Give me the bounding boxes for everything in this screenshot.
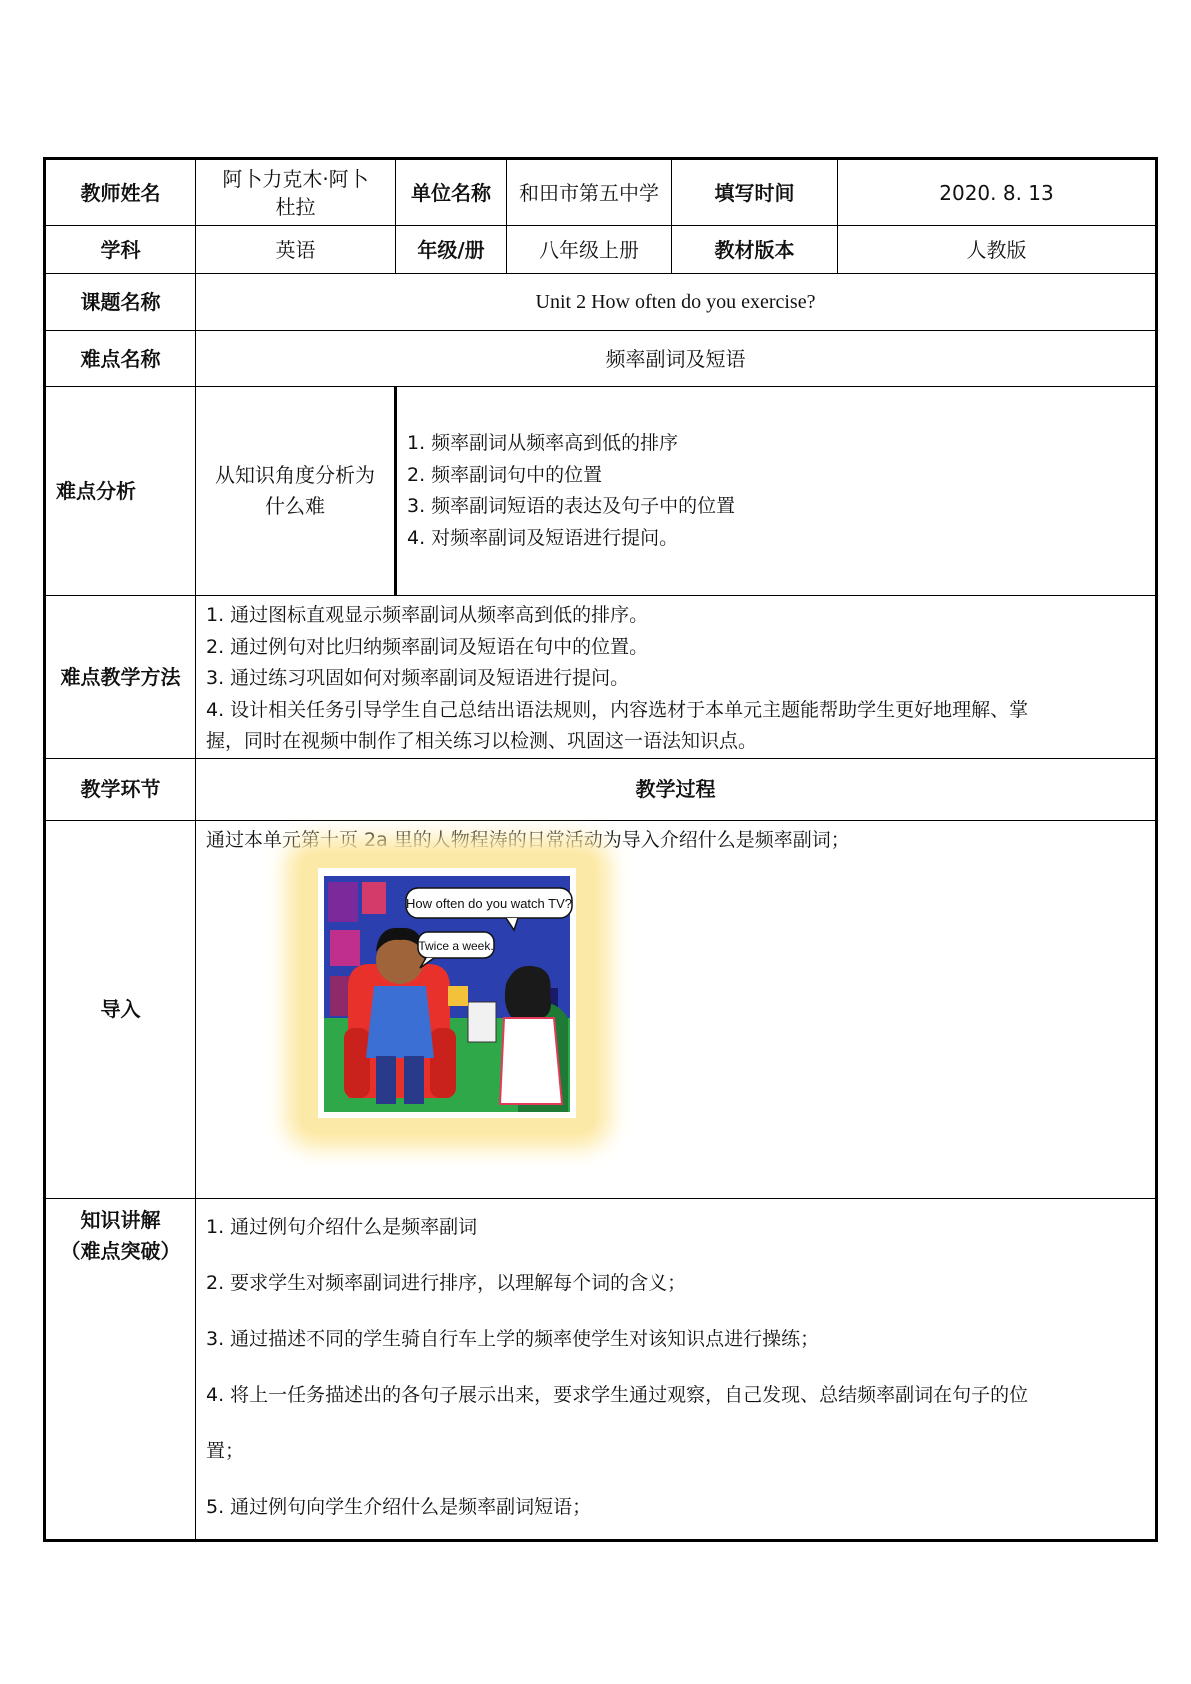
shelf-book: [330, 930, 360, 966]
analysis-sub-label-line2: 什么难: [265, 494, 325, 518]
notepad: [468, 1002, 496, 1042]
man-leg: [376, 1056, 396, 1104]
analysis-point: 3. 频率副词短语的表达及句子中的位置: [407, 495, 736, 517]
cartoon-interview-illustration: [318, 868, 576, 1118]
method-point-list: [206, 600, 1155, 758]
man-shirt: [366, 986, 434, 1058]
knowledge-point: 3. 通过描述不同的学生骑自行车上学的频率使学生对该知识点进行操练；: [206, 1327, 820, 1350]
illustration-frame: [318, 868, 576, 1118]
stage-label: 教学环节: [45, 758, 196, 820]
method-points: [196, 596, 1157, 759]
row-teacher: [45, 159, 1157, 226]
analysis-point-list: [407, 428, 1155, 554]
topic-label: 课题名称: [45, 274, 196, 331]
row-analysis: [45, 387, 1157, 596]
intro-label: 导入: [45, 820, 196, 1198]
knowledge-label-line2: （难点突破）: [60, 1238, 181, 1263]
answer-bubble-text: Twice a week.: [418, 939, 494, 953]
subject-value: 英语: [196, 226, 396, 274]
method-point: 4. 设计相关任务引导学生自己总结出语法规则，内容选材于本单元主题能帮助学生更好地理解、掌: [206, 698, 1029, 721]
knowledge-point: 4. 将上一任务描述出的各句子展示出来，要求学生通过观察，自己发现、总结频率副词在句子的位: [206, 1383, 1029, 1406]
teacher-value-line2: 杜拉: [275, 194, 316, 219]
intro-text: 通过本单元第十页 2a 里的人物程涛的日常活动为导入介绍什么是频率副词；: [206, 828, 850, 851]
method-point: 3. 通过练习巩固如何对频率副词及短语进行提问。: [206, 667, 630, 689]
unit-value: 和田市第五中学: [507, 159, 672, 226]
row-process-header: [45, 758, 1157, 820]
knowledge-point: 置；: [206, 1439, 245, 1462]
date-value: 2020. 8. 13: [838, 159, 1157, 226]
row-knowledge: [45, 1198, 1157, 1540]
teacher-value: [196, 159, 396, 226]
row-topic: [45, 274, 1157, 331]
unit-label: 单位名称: [396, 159, 507, 226]
intro-illustration: [300, 852, 596, 1134]
topic-value: Unit 2 How often do you exercise?: [196, 274, 1157, 331]
question-bubble-text: How often do you watch TV?: [406, 896, 572, 911]
analysis-label: 难点分析: [45, 387, 196, 596]
knowledge-label-line1: 知识讲解: [80, 1207, 161, 1232]
difficulty-label: 难点名称: [45, 331, 196, 387]
date-label: 填写时间: [672, 159, 838, 226]
difficulty-value: 频率副词及短语: [196, 331, 1157, 387]
knowledge-point-list: [206, 1199, 1155, 1535]
knowledge-content: [196, 1198, 1157, 1540]
teacher-value-line1: 阿卜力克木·阿卜: [222, 166, 369, 191]
row-intro: [45, 820, 1157, 1198]
row-subject: [45, 226, 1157, 274]
lesson-plan-table: [43, 157, 1158, 1542]
shelf-book: [362, 882, 386, 914]
row-difficulty: [45, 331, 1157, 387]
teacher-label: 教师姓名: [45, 159, 196, 226]
row-method: [45, 596, 1157, 759]
analysis-points: [396, 387, 1157, 596]
man-leg: [404, 1056, 424, 1104]
shelf-book: [328, 882, 358, 922]
analysis-sub-label-line1: 从知识角度分析为: [215, 463, 375, 487]
magazine: [448, 986, 468, 1006]
analysis-point: 2. 频率副词句中的位置: [407, 463, 603, 486]
method-point: 2. 通过例句对比归纳频率副词及短语在句中的位置。: [206, 635, 649, 658]
knowledge-point: 5. 通过例句向学生介绍什么是频率副词短语；: [206, 1495, 592, 1518]
armchair-arm: [344, 1028, 370, 1098]
subject-label: 学科: [45, 226, 196, 274]
grade-label: 年级/册: [396, 226, 507, 274]
edition-label: 教材版本: [672, 226, 838, 274]
armchair-arm: [430, 1028, 456, 1098]
edition-value: 人教版: [838, 226, 1157, 274]
method-label: 难点教学方法: [45, 596, 196, 759]
analysis-sub-label: [196, 387, 396, 596]
method-point: 握，同时在视频中制作了相关练习以检测、巩固这一语法知识点。: [206, 730, 758, 752]
method-point: 1. 通过图标直观显示频率副词从频率高到低的排序。: [206, 604, 649, 626]
analysis-point: 4. 对频率副词及短语进行提问。: [407, 526, 679, 549]
analysis-point: 1. 频率副词从频率高到低的排序: [407, 432, 679, 454]
knowledge-label: [45, 1198, 196, 1540]
knowledge-point: 1. 通过例句介绍什么是频率副词: [206, 1215, 478, 1238]
process-label: 教学过程: [196, 758, 1157, 820]
woman-dress: [500, 1018, 562, 1104]
grade-value: 八年级上册: [507, 226, 672, 274]
knowledge-point: 2. 要求学生对频率副词进行排序，以理解每个词的含义；: [206, 1271, 687, 1294]
